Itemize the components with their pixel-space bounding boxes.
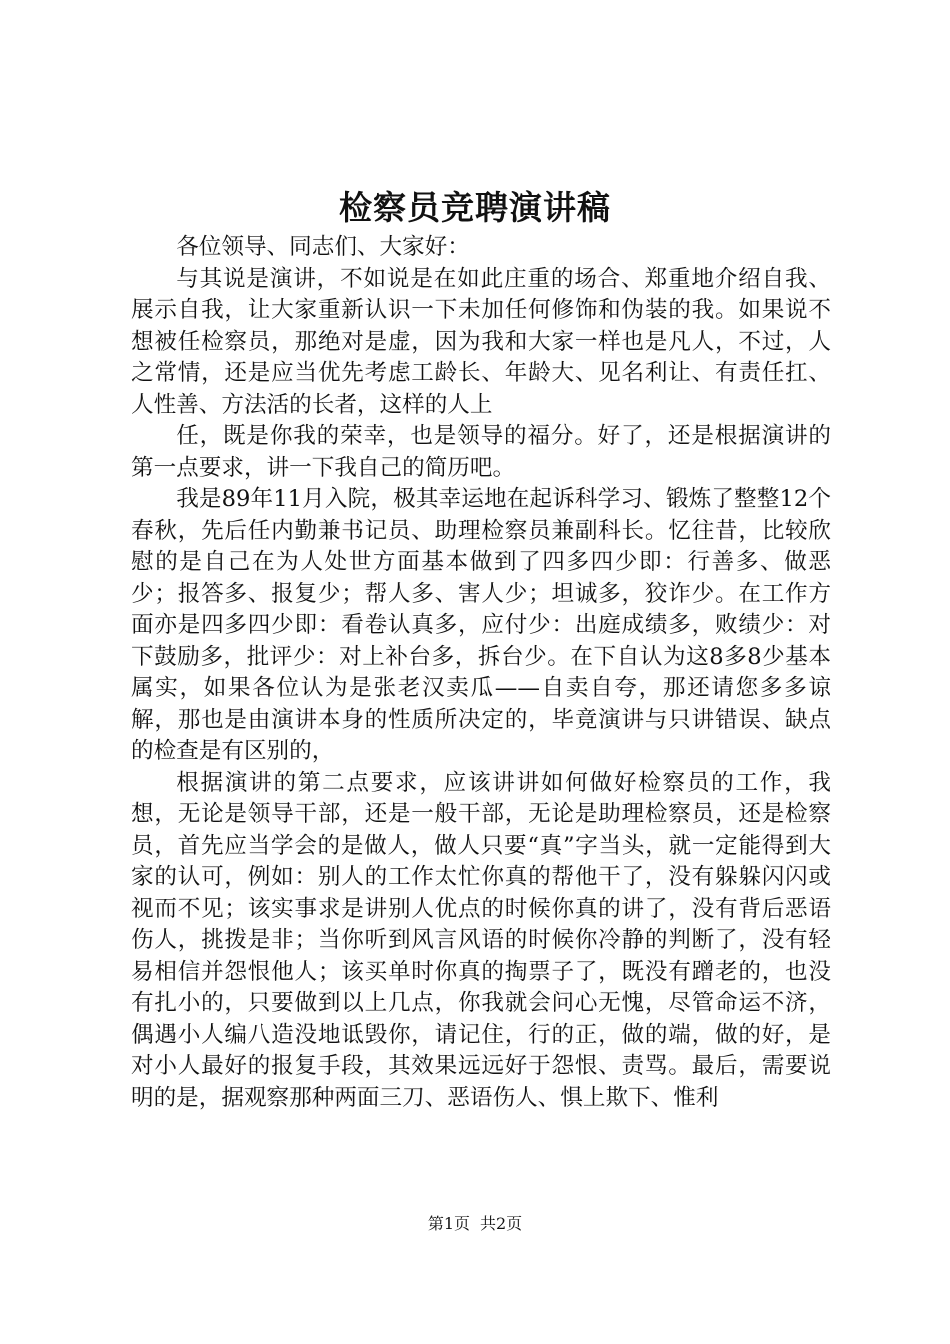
- document-title: 检察员竞聘演讲稿: [339, 188, 611, 227]
- paragraph-greeting: 各位领导、同志们、大家好：: [176, 234, 470, 260]
- paragraph-resume: 我是89年11月入院，极其幸运地在起诉科学习、锻炼了整整12个春秋，先后任内勤兼书记员、助理检察员兼副科长。忆往昔，比较欣慰的是自己在为人处世方面基本做到了四多四少即：行善多、做恶少；报答多、报复少；帮人多、害人少；坦诚多，狡诈少。在工作方面亦是四多四少即：看卷认真多，应付少：出庭成绩多，败绩少：对下鼓励多，批评少：对上补台多，拆台少。在下自认为这8多8少基本属实，如果各位认为是张老汉卖瓜——自卖自夸，那还请您多多谅解，那也是由演讲本身的性质所决定的，毕竟演讲与只讲错误、缺点的检查是有区别的，: [131, 486, 831, 764]
- page-number: 第1页: [427, 1214, 470, 1233]
- paragraph-intro: 与其说是演讲，不如说是在如此庄重的场合、郑重地介绍自我、展示自我，让大家重新认识一下未加任何修饰和伪装的我。如果说不想被任检察员，那绝对是虚，因为我和大家一样也是凡人，不过，人之常情，还是应当优先考虑工龄长、年龄大、见名利让、有责任扛、人性善、方法活的长者，这样的人上: [131, 265, 831, 418]
- page-total: 共2页: [480, 1214, 523, 1233]
- paragraph-second-point: 根据演讲的第二点要求，应该讲讲如何做好检察员的工作，我想，无论是领导干部，还是一般干部，无论是助理检察员，还是检察员，首先应当学会的是做人，做人只要“真”字当头，就一定能得到大家的认可，例如：别人的工作太忙你真的帮他干了，没有躲躲闪闪或视而不见；该实事求是讲别人优点的时候你真的讲了，没有背后恶语伤人，挑拨是非；当你听到风言风语的时候你冷静的判断了，没有轻易相信并怨恨他人；该买单时你真的掏票子了，既没有蹭老的，也没有扎小的，只要做到以上几点，你我就会问心无愧，尽管命运不济，偶遇小人编八造没地诋毁你，请记住，行的正，做的端，做的好，是对小人最好的报复手段，其效果远远好于怨恨、责骂。最后，需要说明的是，据观察那种两面三刀、恶语伤人、惧上欺下、惟利: [131, 769, 831, 1111]
- document-body: [131, 232, 831, 1114]
- paragraph-continuation: 任，既是你我的荣幸，也是领导的福分。好了，还是根据演讲的第一点要求，讲一下我自己的简历吧。: [131, 423, 831, 481]
- page-footer: [0, 1212, 950, 1236]
